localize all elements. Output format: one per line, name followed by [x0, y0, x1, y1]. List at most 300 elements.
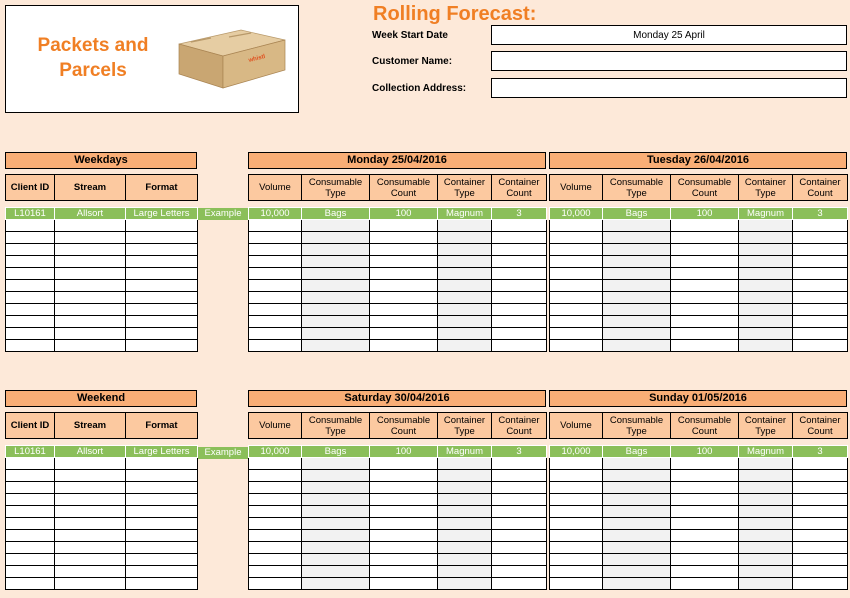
example-client-id[interactable]: L10161 [6, 208, 55, 220]
entry-cell[interactable] [370, 232, 438, 244]
entry-cell[interactable] [370, 542, 438, 554]
entry-cell[interactable] [249, 292, 302, 304]
entry-cell[interactable] [793, 244, 848, 256]
example-container-count[interactable]: 3 [492, 446, 547, 458]
entry-cell[interactable] [550, 578, 603, 590]
entry-cell[interactable] [550, 482, 603, 494]
entry-cell[interactable] [126, 328, 198, 340]
entry-cell[interactable] [492, 304, 547, 316]
entry-cell[interactable] [55, 530, 126, 542]
entry-cell[interactable] [603, 518, 671, 530]
entry-cell[interactable] [438, 256, 492, 268]
entry-cell[interactable] [550, 470, 603, 482]
entry-cell[interactable] [370, 518, 438, 530]
entry-cell[interactable] [249, 256, 302, 268]
entry-cell[interactable] [302, 518, 370, 530]
entry-cell[interactable] [492, 506, 547, 518]
example-consumable-type[interactable]: Bags [302, 208, 370, 220]
entry-cell[interactable] [793, 328, 848, 340]
entry-cell[interactable] [739, 268, 793, 280]
example-volume[interactable]: 10,000 [550, 446, 603, 458]
entry-cell[interactable] [6, 268, 55, 280]
entry-cell[interactable] [793, 458, 848, 470]
entry-cell[interactable] [671, 542, 739, 554]
entry-cell[interactable] [739, 244, 793, 256]
entry-cell[interactable] [6, 220, 55, 232]
entry-cell[interactable] [302, 506, 370, 518]
entry-cell[interactable] [603, 268, 671, 280]
entry-cell[interactable] [671, 578, 739, 590]
entry-cell[interactable] [492, 530, 547, 542]
entry-cell[interactable] [55, 518, 126, 530]
entry-cell[interactable] [370, 268, 438, 280]
entry-cell[interactable] [126, 268, 198, 280]
entry-cell[interactable] [671, 518, 739, 530]
entry-cell[interactable] [793, 256, 848, 268]
entry-cell[interactable] [438, 578, 492, 590]
entry-cell[interactable] [370, 482, 438, 494]
entry-cell[interactable] [302, 232, 370, 244]
entry-cell[interactable] [603, 256, 671, 268]
entry-cell[interactable] [603, 554, 671, 566]
entry-cell[interactable] [671, 256, 739, 268]
entry-cell[interactable] [671, 328, 739, 340]
entry-cell[interactable] [793, 292, 848, 304]
example-container-type[interactable]: Magnum [739, 208, 793, 220]
entry-cell[interactable] [370, 328, 438, 340]
entry-cell[interactable] [370, 220, 438, 232]
entry-cell[interactable] [793, 268, 848, 280]
entry-cell[interactable] [550, 304, 603, 316]
entry-cell[interactable] [438, 232, 492, 244]
entry-cell[interactable] [603, 232, 671, 244]
entry-cell[interactable] [302, 566, 370, 578]
entry-cell[interactable] [671, 506, 739, 518]
entry-cell[interactable] [6, 232, 55, 244]
entry-cell[interactable] [55, 244, 126, 256]
entry-cell[interactable] [249, 458, 302, 470]
entry-cell[interactable] [55, 458, 126, 470]
entry-cell[interactable] [603, 340, 671, 352]
entry-cell[interactable] [492, 232, 547, 244]
entry-cell[interactable] [126, 316, 198, 328]
entry-cell[interactable] [739, 328, 793, 340]
entry-cell[interactable] [302, 244, 370, 256]
entry-cell[interactable] [793, 316, 848, 328]
entry-cell[interactable] [550, 328, 603, 340]
entry-cell[interactable] [603, 280, 671, 292]
entry-cell[interactable] [492, 566, 547, 578]
entry-cell[interactable] [55, 494, 126, 506]
entry-cell[interactable] [438, 494, 492, 506]
entry-cell[interactable] [126, 340, 198, 352]
entry-cell[interactable] [793, 220, 848, 232]
entry-cell[interactable] [6, 518, 55, 530]
entry-cell[interactable] [126, 304, 198, 316]
entry-cell[interactable] [438, 458, 492, 470]
entry-cell[interactable] [492, 292, 547, 304]
entry-cell[interactable] [438, 506, 492, 518]
entry-cell[interactable] [6, 506, 55, 518]
entry-cell[interactable] [492, 328, 547, 340]
entry-cell[interactable] [249, 220, 302, 232]
entry-cell[interactable] [671, 340, 739, 352]
example-consumable-type[interactable]: Bags [603, 208, 671, 220]
entry-cell[interactable] [249, 340, 302, 352]
entry-cell[interactable] [302, 340, 370, 352]
entry-cell[interactable] [492, 494, 547, 506]
entry-cell[interactable] [438, 566, 492, 578]
entry-cell[interactable] [550, 554, 603, 566]
entry-cell[interactable] [6, 292, 55, 304]
entry-cell[interactable] [671, 280, 739, 292]
entry-cell[interactable] [55, 542, 126, 554]
entry-cell[interactable] [438, 518, 492, 530]
entry-cell[interactable] [793, 304, 848, 316]
example-consumable-count[interactable]: 100 [370, 446, 438, 458]
example-container-count[interactable]: 3 [793, 208, 848, 220]
entry-cell[interactable] [550, 220, 603, 232]
example-stream[interactable]: Allsort [55, 446, 126, 458]
entry-cell[interactable] [550, 280, 603, 292]
entry-cell[interactable] [249, 470, 302, 482]
entry-cell[interactable] [492, 470, 547, 482]
entry-cell[interactable] [249, 280, 302, 292]
entry-cell[interactable] [492, 280, 547, 292]
entry-cell[interactable] [550, 458, 603, 470]
example-container-type[interactable]: Magnum [438, 208, 492, 220]
entry-cell[interactable] [6, 280, 55, 292]
entry-cell[interactable] [55, 328, 126, 340]
entry-cell[interactable] [126, 494, 198, 506]
example-format[interactable]: Large Letters [126, 208, 198, 220]
entry-cell[interactable] [671, 458, 739, 470]
entry-cell[interactable] [739, 340, 793, 352]
entry-cell[interactable] [550, 316, 603, 328]
entry-cell[interactable] [55, 340, 126, 352]
example-container-type[interactable]: Magnum [739, 446, 793, 458]
example-volume[interactable]: 10,000 [249, 208, 302, 220]
entry-cell[interactable] [739, 554, 793, 566]
entry-cell[interactable] [249, 244, 302, 256]
entry-cell[interactable] [249, 494, 302, 506]
entry-cell[interactable] [370, 458, 438, 470]
entry-cell[interactable] [603, 470, 671, 482]
entry-cell[interactable] [6, 578, 55, 590]
entry-cell[interactable] [370, 316, 438, 328]
entry-cell[interactable] [671, 470, 739, 482]
entry-cell[interactable] [550, 268, 603, 280]
entry-cell[interactable] [438, 328, 492, 340]
entry-cell[interactable] [793, 518, 848, 530]
entry-cell[interactable] [370, 340, 438, 352]
entry-cell[interactable] [370, 292, 438, 304]
entry-cell[interactable] [793, 578, 848, 590]
entry-cell[interactable] [739, 494, 793, 506]
entry-cell[interactable] [126, 280, 198, 292]
entry-cell[interactable] [126, 482, 198, 494]
entry-cell[interactable] [6, 554, 55, 566]
entry-cell[interactable] [671, 494, 739, 506]
entry-cell[interactable] [438, 530, 492, 542]
entry-cell[interactable] [6, 256, 55, 268]
entry-cell[interactable] [6, 458, 55, 470]
entry-cell[interactable] [671, 232, 739, 244]
entry-cell[interactable] [126, 578, 198, 590]
entry-cell[interactable] [249, 316, 302, 328]
entry-cell[interactable] [492, 268, 547, 280]
entry-cell[interactable] [550, 244, 603, 256]
example-container-type[interactable]: Magnum [438, 446, 492, 458]
entry-cell[interactable] [55, 566, 126, 578]
entry-cell[interactable] [739, 280, 793, 292]
entry-cell[interactable] [739, 506, 793, 518]
entry-cell[interactable] [55, 292, 126, 304]
entry-cell[interactable] [6, 530, 55, 542]
entry-cell[interactable] [438, 482, 492, 494]
entry-cell[interactable] [492, 316, 547, 328]
entry-cell[interactable] [302, 304, 370, 316]
entry-cell[interactable] [739, 530, 793, 542]
entry-cell[interactable] [492, 542, 547, 554]
entry-cell[interactable] [550, 494, 603, 506]
entry-cell[interactable] [438, 292, 492, 304]
entry-cell[interactable] [603, 530, 671, 542]
entry-cell[interactable] [793, 232, 848, 244]
entry-cell[interactable] [6, 566, 55, 578]
example-consumable-count[interactable]: 100 [370, 208, 438, 220]
entry-cell[interactable] [370, 566, 438, 578]
entry-cell[interactable] [302, 256, 370, 268]
entry-cell[interactable] [55, 506, 126, 518]
entry-cell[interactable] [793, 554, 848, 566]
entry-cell[interactable] [55, 578, 126, 590]
entry-cell[interactable] [6, 328, 55, 340]
entry-cell[interactable] [739, 316, 793, 328]
entry-cell[interactable] [249, 328, 302, 340]
entry-cell[interactable] [671, 220, 739, 232]
entry-cell[interactable] [671, 566, 739, 578]
entry-cell[interactable] [438, 304, 492, 316]
collection-address-input[interactable] [491, 78, 847, 98]
entry-cell[interactable] [126, 244, 198, 256]
entry-cell[interactable] [793, 494, 848, 506]
entry-cell[interactable] [126, 256, 198, 268]
entry-cell[interactable] [6, 542, 55, 554]
entry-cell[interactable] [55, 554, 126, 566]
entry-cell[interactable] [249, 304, 302, 316]
entry-cell[interactable] [603, 494, 671, 506]
example-volume[interactable]: 10,000 [550, 208, 603, 220]
example-consumable-count[interactable]: 100 [671, 208, 739, 220]
entry-cell[interactable] [550, 232, 603, 244]
entry-cell[interactable] [492, 554, 547, 566]
entry-cell[interactable] [438, 220, 492, 232]
entry-cell[interactable] [603, 458, 671, 470]
entry-cell[interactable] [603, 578, 671, 590]
entry-cell[interactable] [302, 494, 370, 506]
entry-cell[interactable] [126, 554, 198, 566]
example-consumable-count[interactable]: 100 [671, 446, 739, 458]
example-consumable-type[interactable]: Bags [603, 446, 671, 458]
entry-cell[interactable] [302, 542, 370, 554]
entry-cell[interactable] [793, 470, 848, 482]
entry-cell[interactable] [55, 304, 126, 316]
entry-cell[interactable] [550, 292, 603, 304]
example-volume[interactable]: 10,000 [249, 446, 302, 458]
entry-cell[interactable] [739, 566, 793, 578]
entry-cell[interactable] [492, 482, 547, 494]
customer-name-input[interactable] [491, 51, 847, 71]
entry-cell[interactable] [302, 482, 370, 494]
entry-cell[interactable] [6, 304, 55, 316]
entry-cell[interactable] [249, 542, 302, 554]
entry-cell[interactable] [302, 328, 370, 340]
entry-cell[interactable] [603, 542, 671, 554]
entry-cell[interactable] [492, 518, 547, 530]
entry-cell[interactable] [126, 542, 198, 554]
entry-cell[interactable] [249, 578, 302, 590]
example-format[interactable]: Large Letters [126, 446, 198, 458]
entry-cell[interactable] [249, 518, 302, 530]
entry-cell[interactable] [739, 232, 793, 244]
entry-cell[interactable] [370, 256, 438, 268]
entry-cell[interactable] [302, 220, 370, 232]
entry-cell[interactable] [126, 220, 198, 232]
entry-cell[interactable] [370, 304, 438, 316]
entry-cell[interactable] [671, 530, 739, 542]
entry-cell[interactable] [126, 530, 198, 542]
entry-cell[interactable] [302, 530, 370, 542]
entry-cell[interactable] [739, 292, 793, 304]
entry-cell[interactable] [438, 316, 492, 328]
entry-cell[interactable] [492, 340, 547, 352]
entry-cell[interactable] [438, 280, 492, 292]
entry-cell[interactable] [739, 256, 793, 268]
entry-cell[interactable] [6, 470, 55, 482]
entry-cell[interactable] [671, 316, 739, 328]
entry-cell[interactable] [249, 268, 302, 280]
entry-cell[interactable] [603, 220, 671, 232]
entry-cell[interactable] [302, 316, 370, 328]
entry-cell[interactable] [370, 530, 438, 542]
entry-cell[interactable] [126, 506, 198, 518]
week-start-input[interactable] [491, 25, 847, 45]
entry-cell[interactable] [249, 554, 302, 566]
entry-cell[interactable] [671, 554, 739, 566]
entry-cell[interactable] [55, 232, 126, 244]
entry-cell[interactable] [55, 256, 126, 268]
example-stream[interactable]: Allsort [55, 208, 126, 220]
entry-cell[interactable] [550, 256, 603, 268]
entry-cell[interactable] [739, 578, 793, 590]
entry-cell[interactable] [55, 482, 126, 494]
entry-cell[interactable] [739, 220, 793, 232]
entry-cell[interactable] [739, 482, 793, 494]
entry-cell[interactable] [603, 304, 671, 316]
entry-cell[interactable] [671, 244, 739, 256]
entry-cell[interactable] [671, 292, 739, 304]
entry-cell[interactable] [370, 470, 438, 482]
entry-cell[interactable] [603, 292, 671, 304]
entry-cell[interactable] [370, 244, 438, 256]
entry-cell[interactable] [126, 518, 198, 530]
entry-cell[interactable] [370, 554, 438, 566]
entry-cell[interactable] [370, 578, 438, 590]
entry-cell[interactable] [249, 506, 302, 518]
entry-cell[interactable] [249, 566, 302, 578]
entry-cell[interactable] [438, 244, 492, 256]
entry-cell[interactable] [126, 566, 198, 578]
entry-cell[interactable] [126, 232, 198, 244]
entry-cell[interactable] [302, 554, 370, 566]
entry-cell[interactable] [739, 518, 793, 530]
entry-cell[interactable] [550, 530, 603, 542]
entry-cell[interactable] [55, 280, 126, 292]
entry-cell[interactable] [55, 268, 126, 280]
entry-cell[interactable] [302, 292, 370, 304]
entry-cell[interactable] [739, 304, 793, 316]
entry-cell[interactable] [126, 292, 198, 304]
entry-cell[interactable] [6, 340, 55, 352]
entry-cell[interactable] [492, 256, 547, 268]
entry-cell[interactable] [603, 566, 671, 578]
example-client-id[interactable]: L10161 [6, 446, 55, 458]
entry-cell[interactable] [550, 566, 603, 578]
entry-cell[interactable] [6, 244, 55, 256]
entry-cell[interactable] [793, 530, 848, 542]
entry-cell[interactable] [438, 554, 492, 566]
entry-cell[interactable] [6, 482, 55, 494]
entry-cell[interactable] [438, 268, 492, 280]
entry-cell[interactable] [55, 470, 126, 482]
entry-cell[interactable] [438, 542, 492, 554]
entry-cell[interactable] [603, 328, 671, 340]
entry-cell[interactable] [793, 280, 848, 292]
entry-cell[interactable] [370, 280, 438, 292]
entry-cell[interactable] [550, 518, 603, 530]
entry-cell[interactable] [671, 482, 739, 494]
entry-cell[interactable] [492, 578, 547, 590]
entry-cell[interactable] [550, 542, 603, 554]
example-consumable-type[interactable]: Bags [302, 446, 370, 458]
entry-cell[interactable] [671, 268, 739, 280]
entry-cell[interactable] [739, 542, 793, 554]
entry-cell[interactable] [370, 494, 438, 506]
entry-cell[interactable] [302, 470, 370, 482]
entry-cell[interactable] [603, 244, 671, 256]
entry-cell[interactable] [6, 316, 55, 328]
entry-cell[interactable] [793, 340, 848, 352]
entry-cell[interactable] [6, 494, 55, 506]
entry-cell[interactable] [55, 316, 126, 328]
entry-cell[interactable] [492, 244, 547, 256]
entry-cell[interactable] [438, 340, 492, 352]
entry-cell[interactable] [550, 506, 603, 518]
entry-cell[interactable] [793, 506, 848, 518]
entry-cell[interactable] [603, 506, 671, 518]
example-container-count[interactable]: 3 [492, 208, 547, 220]
entry-cell[interactable] [739, 458, 793, 470]
entry-cell[interactable] [492, 220, 547, 232]
entry-cell[interactable] [249, 232, 302, 244]
entry-cell[interactable] [492, 458, 547, 470]
entry-cell[interactable] [603, 482, 671, 494]
entry-cell[interactable] [249, 482, 302, 494]
entry-cell[interactable] [249, 530, 302, 542]
entry-cell[interactable] [302, 268, 370, 280]
entry-cell[interactable] [739, 470, 793, 482]
